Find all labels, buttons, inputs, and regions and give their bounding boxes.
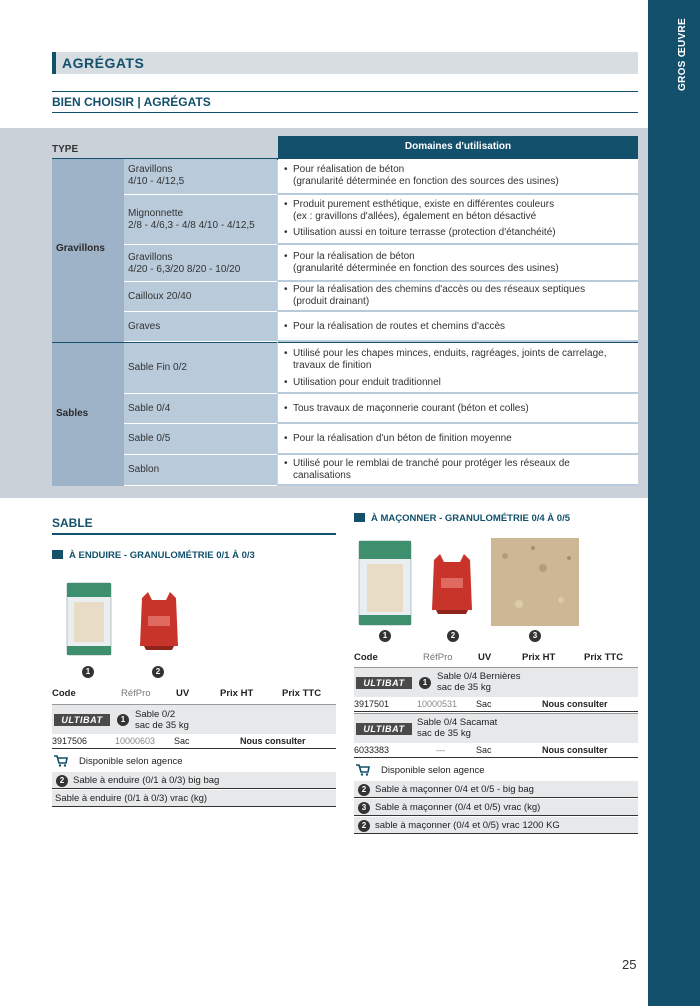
product-name-line: sac de 35 kg — [417, 728, 471, 739]
page-number: 25 — [622, 957, 637, 972]
domain-line: (granularité déterminée en fonction des sources des usines) — [293, 176, 559, 187]
square-bullet-icon — [52, 550, 63, 559]
side-tab — [648, 0, 700, 1006]
domain-cell — [278, 245, 638, 282]
type-line: Gravillons — [128, 252, 173, 263]
domains-column-header: Domaines d'utilisation — [278, 136, 638, 158]
domain-line: • Produit purement esthétique, existe en différentes couleurs — [293, 199, 555, 210]
product-price: Nous consulter — [542, 699, 608, 709]
maconner-subheading-text: À MAÇONNER - GRANULOMÉTRIE 0/4 À 0/5 — [371, 513, 570, 524]
domain-cell — [278, 424, 638, 455]
product-price: Nous consulter — [240, 736, 306, 746]
option-row — [354, 799, 638, 816]
type-cell — [124, 455, 277, 486]
option-text: sable à maçonner (0/4 et 0/5) vrac 1200 KG — [375, 820, 560, 831]
domain-bullet — [284, 321, 634, 333]
big-bag-image — [134, 590, 184, 652]
domain-line: • Utilisé pour le remblai de tranché pour protéger les réseaux de — [293, 458, 570, 469]
column-header-refpro: RéfPro — [121, 688, 151, 699]
product-row — [354, 667, 638, 697]
domain-cell — [278, 394, 638, 424]
type-line: 4/10 - 4/12,5 — [128, 176, 185, 187]
sable-heading-rule — [52, 533, 336, 535]
sable-heading: SABLE — [52, 516, 93, 530]
section-subtitle: BIEN CHOISIR | AGRÉGATS — [52, 95, 211, 109]
product-uv: Sac — [476, 745, 492, 755]
square-bullet-icon — [354, 513, 365, 522]
type-line: 4/20 - 6,3/20 8/20 - 10/20 — [128, 264, 241, 275]
product-row — [354, 713, 638, 743]
image-number-badge: 3 — [529, 630, 541, 642]
domain-line: (granularité déterminée en fonction des sources des usines) — [293, 263, 559, 274]
type-cell — [124, 342, 277, 394]
option-number-badge: 3 — [358, 802, 370, 814]
domain-bullet — [284, 377, 634, 389]
domain-cell — [278, 455, 638, 486]
column-header-uv: UV — [478, 652, 492, 663]
option-text: Sable à maçonner 0/4 et 0/5 - big bag — [375, 784, 534, 795]
option-number-badge: 2 — [358, 784, 370, 796]
type-line: 2/8 - 4/6,3 - 4/8 4/10 - 4/12,5 — [128, 220, 255, 231]
type-label — [128, 164, 184, 188]
side-tab-label: GROS ŒUVRE — [677, 18, 688, 92]
type-label: Cailloux 20/40 — [128, 291, 192, 302]
image-number-badge: 2 — [152, 666, 164, 678]
type-label: Graves — [128, 321, 161, 332]
domain-line: • Pour la réalisation des chemins d'accès ou des réseaux septiques — [293, 284, 586, 295]
domain-bullet — [284, 227, 634, 239]
domain-line: • Pour la réalisation de béton — [293, 251, 415, 262]
page-title-bar — [52, 52, 638, 74]
ultibat-logo: ULTIBAT — [54, 714, 110, 726]
option-number-badge: 2 — [56, 775, 68, 787]
product-name — [437, 671, 520, 693]
product-code: 6033383 — [354, 745, 390, 755]
domain-cell — [278, 282, 638, 312]
product-name-line: sac de 35 kg — [135, 720, 189, 731]
ultibat-logo: ULTIBAT — [356, 677, 412, 689]
big-bag-image — [426, 552, 478, 616]
image-number-badge: 1 — [379, 630, 391, 642]
product-name-line: Sable 0/4 Bernières — [437, 671, 521, 682]
column-header-prix-ht: Prix HT — [522, 652, 556, 663]
column-header-refpro: RéfPro — [423, 652, 453, 663]
section-subtitle-bar — [52, 91, 638, 113]
domain-line: • Pour la réalisation d'un béton de finition moyenne — [293, 433, 512, 444]
type-cell — [124, 159, 277, 195]
domain-bullet — [284, 348, 634, 372]
product-price: Nous consulter — [542, 745, 608, 755]
domain-line: (ex : gravillons d'allées), également en béton désactivé — [293, 211, 537, 222]
product-code-row — [354, 698, 638, 712]
column-header-prix-ht: Prix HT — [220, 688, 254, 699]
option-number-badge: 2 — [358, 820, 370, 832]
column-header-prix-ttc: Prix TTC — [584, 652, 624, 663]
product-code-row — [354, 744, 638, 758]
availability-text: Disponible selon agence — [79, 756, 183, 767]
type-cell — [124, 195, 277, 245]
domain-line: (produit drainant) — [293, 296, 370, 307]
type-label: Sable Fin 0/2 — [128, 362, 187, 373]
domain-line: • Utilisé pour les chapes minces, enduits, ragréages, joints de carrelage, — [293, 348, 607, 359]
option-text: Sable à maçonner (0/4 et 0/5) vrac (kg) — [375, 802, 541, 813]
product-refpro: 10000603 — [115, 736, 156, 746]
product-uv: Sac — [174, 736, 190, 746]
shopping-cart-icon — [356, 764, 370, 776]
group-label: Sables — [56, 408, 89, 419]
maconner-subheading — [354, 513, 570, 524]
type-cell — [124, 312, 277, 342]
enduire-subheading-text: À ENDUIRE - GRANULOMÉTRIE 0/1 À 0/3 — [69, 550, 255, 561]
product-code: 3917506 — [52, 736, 88, 746]
domain-cell — [278, 312, 638, 342]
domain-bullet — [284, 458, 634, 482]
page-title: AGRÉGATS — [62, 55, 145, 71]
type-label: Sable 0/4 — [128, 403, 171, 414]
product-code-row — [52, 735, 336, 749]
domain-bullet — [284, 284, 634, 308]
availability-text: Disponible selon agence — [381, 765, 485, 776]
product-uv: Sac — [476, 699, 492, 709]
shopping-cart-icon — [54, 755, 68, 767]
product-number-badge: 1 — [419, 677, 431, 689]
type-cell — [124, 394, 277, 424]
type-label: Sablon — [128, 464, 160, 475]
image-number-badge: 2 — [447, 630, 459, 642]
domain-line: canalisations — [293, 470, 351, 481]
domain-line: • Pour réalisation de béton — [293, 164, 405, 175]
product-name — [135, 709, 189, 731]
image-number-badge: 1 — [82, 666, 94, 678]
domain-cell — [278, 342, 638, 394]
domain-bullet — [284, 403, 634, 415]
column-header-code: Code — [52, 688, 76, 699]
product-name-line: Sable 0/4 Sacamat — [417, 717, 498, 728]
type-line: Gravillons — [128, 164, 173, 175]
type-label — [128, 208, 255, 232]
product-refpro: — — [436, 745, 445, 755]
product-name — [417, 717, 497, 739]
type-label: Sable 0/5 — [128, 433, 171, 444]
sand-bag-image — [358, 540, 412, 626]
group-cell-gravillons — [52, 159, 124, 342]
product-number-badge: 1 — [117, 714, 129, 726]
loose-sand-image — [491, 538, 579, 626]
column-header-prix-ttc: Prix TTC — [282, 688, 322, 699]
product-row — [52, 704, 336, 734]
domain-cell — [278, 159, 638, 195]
domain-line: • Utilisation pour enduit traditionnel — [293, 377, 441, 388]
domain-bullet — [284, 199, 634, 223]
group-label: Gravillons — [56, 243, 105, 254]
type-cell — [124, 245, 277, 282]
option-row — [354, 781, 638, 798]
type-label — [128, 252, 240, 276]
type-line: Mignonnette — [128, 208, 184, 219]
option-row — [354, 817, 638, 834]
domain-bullet — [284, 251, 634, 275]
option-row — [52, 772, 336, 789]
domain-cell — [278, 195, 638, 245]
product-refpro: 10000531 — [417, 699, 458, 709]
type-column-header: TYPE — [52, 144, 79, 155]
sand-bag-image — [66, 582, 112, 656]
option-text: Sable à enduire (0/1 à 0/3) big bag — [73, 775, 220, 786]
domain-line: travaux de finition — [293, 360, 372, 371]
type-cell — [124, 424, 277, 455]
column-header-uv: UV — [176, 688, 190, 699]
domain-line: • Pour la réalisation de routes et chemins d'accès — [293, 321, 506, 332]
column-header-code: Code — [354, 652, 378, 663]
product-name-line: Sable 0/2 — [135, 709, 176, 720]
domain-line: • Tous travaux de maçonnerie courant (béton et colles) — [293, 403, 529, 414]
group-cell-sables — [52, 342, 124, 486]
option-text: Sable à enduire (0/1 à 0/3) vrac (kg) — [55, 793, 208, 804]
option-row — [52, 790, 336, 807]
product-name-line: sac de 35 kg — [437, 682, 491, 693]
domain-bullet — [284, 164, 634, 188]
ultibat-logo: ULTIBAT — [356, 723, 412, 735]
product-code: 3917501 — [354, 699, 390, 709]
type-cell — [124, 282, 277, 312]
domain-bullet — [284, 433, 634, 445]
enduire-subheading — [52, 550, 255, 561]
domain-line: • Utilisation aussi en toiture terrasse (protection d'étanchéité) — [293, 227, 556, 238]
